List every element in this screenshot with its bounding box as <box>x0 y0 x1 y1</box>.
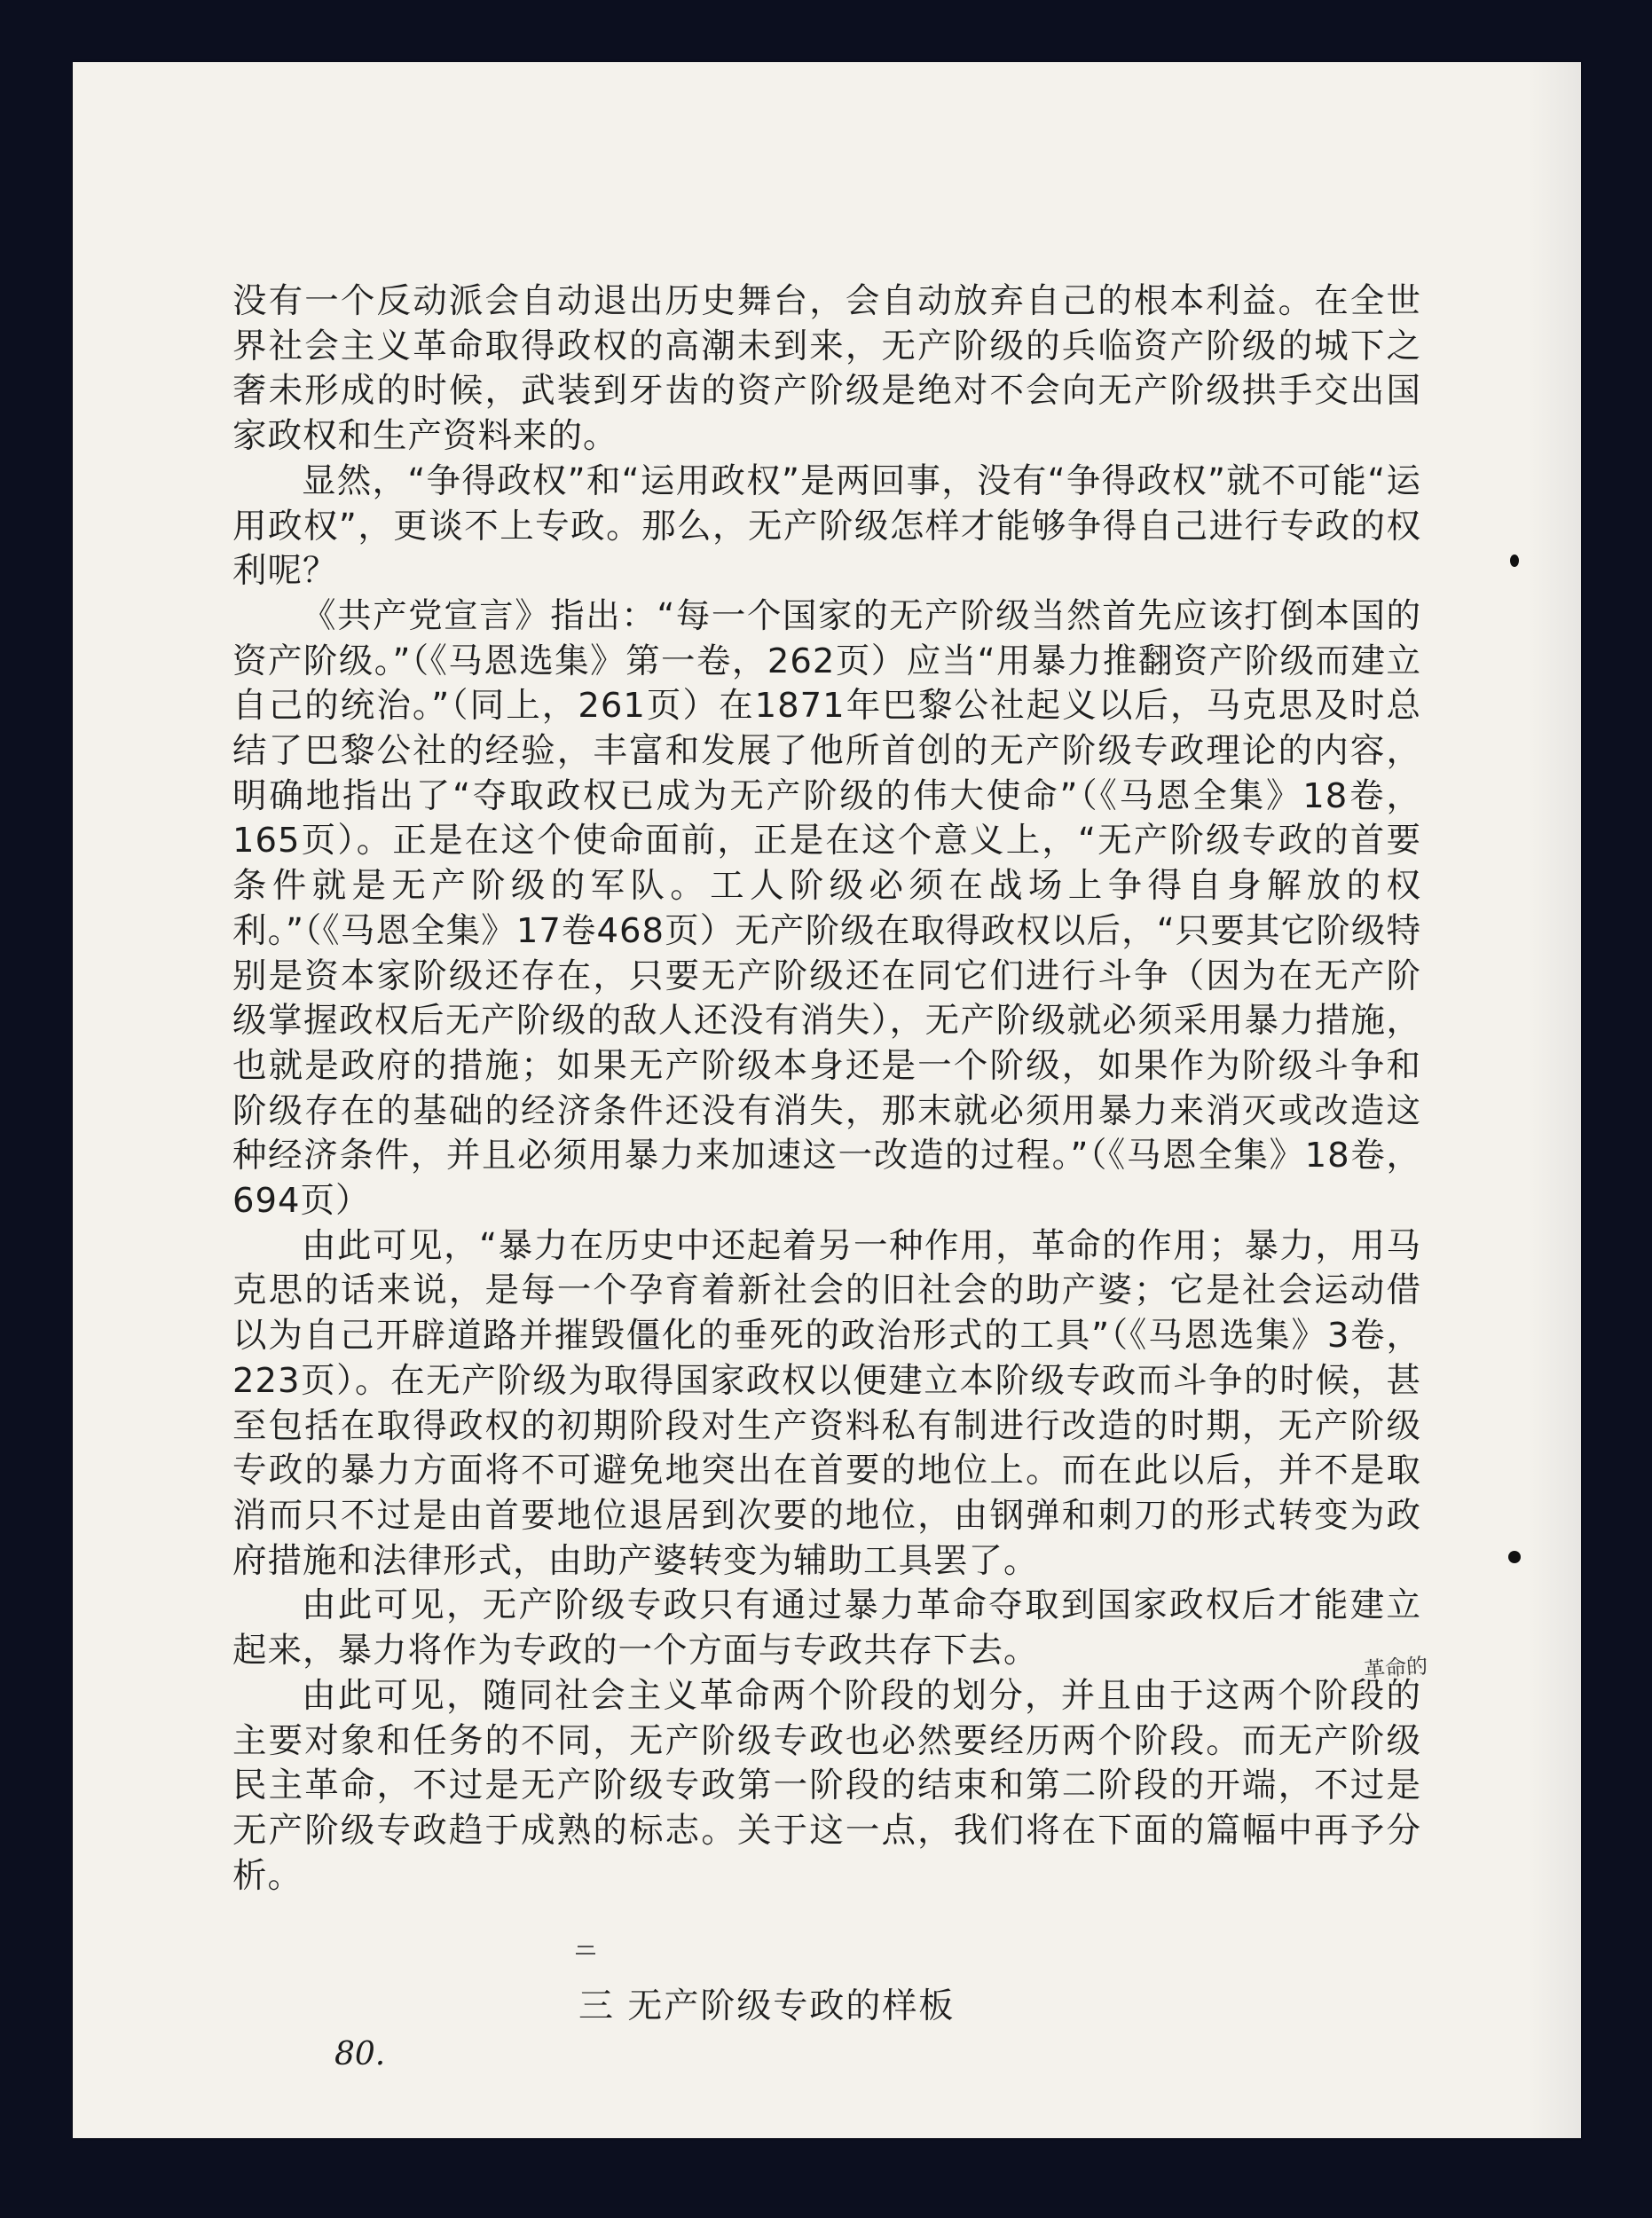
tick-mark-icon <box>574 1943 597 1957</box>
ink-speck <box>1508 1551 1521 1563</box>
body-text <box>232 279 1421 1899</box>
paragraph: 由此可见，无产阶级专政只有通过暴力革命夺取到国家政权后才能建立起来，暴力将作为专政的一个方面与专政共存下去。 <box>232 1585 1421 1671</box>
paragraph: 由此可见，随同社会主义革命两个阶段的划分，并且由于这两个阶段的主要对象和任务的不同，无产阶级专政也必然要经历两个阶段。而无产阶级民主革命，不过是无产阶级专政第一阶段的结束和第二阶段的开端，不过是无产阶级专政趋于成熟的标志。关于这一点，我们将在下面的篇幅中再予分析。 <box>232 1675 1421 1896</box>
page-number: 80. <box>334 2036 386 2072</box>
section-heading: 三 无产阶级专政的样板 <box>578 1986 956 2026</box>
paragraph: 显然，“争得政权”和“运用政权”是两回事，没有“争得政权”就不可能“运用政权”，更谈不上专政。那么，无产阶级怎样才能够争得自己进行专政的权利呢？ <box>232 460 1421 592</box>
document-page <box>73 62 1581 2138</box>
handwritten-margin-note: 革命的 <box>1363 1653 1429 1683</box>
paragraph: 没有一个反动派会自动退出历史舞台，会自动放弃自己的根本利益。在全世界社会主义革命取得政权的高潮未到来，无产阶级的兵临资产阶级的城下之奢未形成的时候，武装到牙齿的资产阶级是绝对不会向无产阶级拱手交出国家政权和生产资料来的。 <box>232 281 1421 457</box>
paragraph: 《共产党宣言》指出：“每一个国家的无产阶级当然首先应该打倒本国的资产阶级。”（《马恩选集》第一卷，262页）应当“用暴力推翻资产阶级而建立自己的统治。”（同上，261页）在1871年巴黎公社起义以后，马克思及时总结了巴黎公社的经验，丰富和发展了他所首创的无产阶级专政理论的内容，明确地指出了“夺取政权已成为无产阶级的伟大使命”（《马恩全集》18卷，165页）。正是在这个使命面前，正是在这个意义上，“无产阶级专政的首要条件就是无产阶级的军队。工人阶级必须在战场上争得自身解放的权利。”（《马恩全集》17卷468页）无产阶级在取得政权以后，“只要其它阶级特别是资本家阶级还存在，只要无产阶级还在同它们进行斗争（因为在无产阶级掌握政权后无产阶级的敌人还没有消失），无产阶级就必须采用暴力措施，也就是政府的措施；如果无产阶级本身还是一个阶级，如果作为阶级斗争和阶级存在的基础的经济条件还没有消失，那末就必须用暴力来消灭或改造这种经济条件，并且必须用暴力来加速这一改造的过程。”（《马恩全集》18卷，694页） <box>232 595 1421 1222</box>
ink-speck <box>1510 554 1519 567</box>
paragraph: 由此可见，“暴力在历史中还起着另一种作用，革命的作用；暴力，用马克思的话来说，是每一个孕育着新社会的旧社会的助产婆；它是社会运动借以为自己开辟道路并摧毁僵化的垂死的政治形式的工具”（《马恩选集》3卷，223页）。在无产阶级为取得国家政权以便建立本阶级专政而斗争的时候，甚至包括在取得政权的初期阶段对生产资料私有制进行改造的时期，无产阶级专政的暴力方面将不可避免地突出在首要的地位上。而在此以后，并不是取消而只不过是由首要地位退居到次要的地位，由钢弹和刺刀的形式转变为政府措施和法律形式，由助产婆转变为辅助工具罢了。 <box>232 1225 1421 1581</box>
